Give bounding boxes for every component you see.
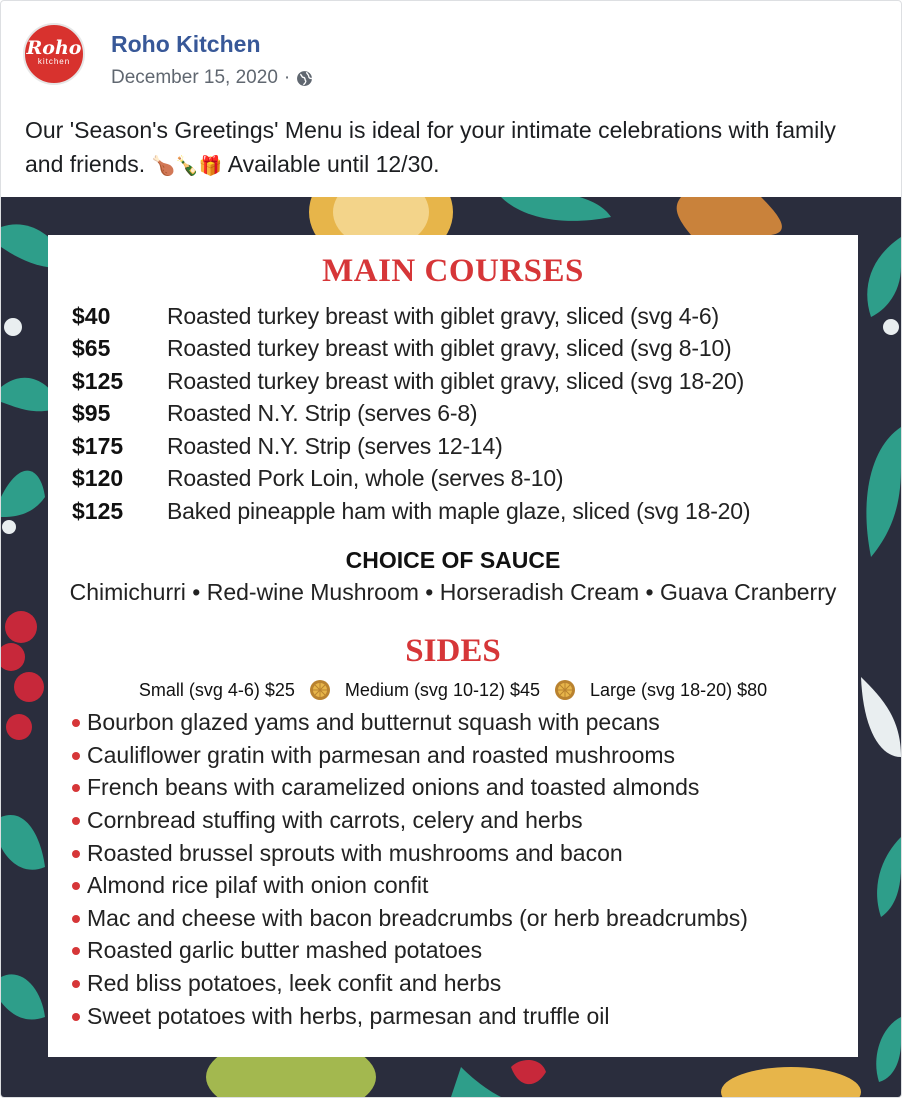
meta-separator: · [283, 67, 291, 88]
side-item [72, 937, 482, 964]
size-medium: Medium (svg 10-12) $45 [344, 679, 541, 700]
side-item-label: Cornbread stuffing with carrots, celery and herbs [87, 807, 583, 833]
course-price: $40 [72, 303, 111, 329]
post-date[interactable]: December 15, 2020 [111, 67, 278, 88]
bullet-icon [72, 752, 80, 760]
post-meta [111, 67, 313, 89]
side-item-label: Red bliss potatoes, leek confit and herbs [87, 970, 502, 996]
page-name-link[interactable]: Roho Kitchen [111, 31, 261, 57]
side-item [72, 872, 428, 899]
side-item [72, 742, 675, 769]
course-dish: Roasted turkey breast with giblet gravy, sliced (svg 4-6) [167, 303, 719, 329]
course-price: $95 [72, 400, 111, 426]
course-price: $125 [72, 498, 124, 524]
side-item-label: Almond rice pilaf with onion confit [87, 872, 429, 898]
side-item-label: Roasted garlic butter mashed potatoes [87, 937, 483, 963]
avatar-logo-text: Roho [26, 37, 82, 59]
course-dish: Roasted turkey breast with giblet gravy, sliced (svg 8-10) [167, 335, 732, 361]
course-dish: Roasted N.Y. Strip (serves 6-8) [167, 400, 478, 426]
course-dish: Baked pineapple ham with maple glaze, sliced (svg 18-20) [167, 498, 751, 524]
orange-slice-icon [554, 679, 576, 701]
bullet-icon [72, 882, 80, 890]
bullet-icon [72, 850, 80, 858]
side-item-label: Bourbon glazed yams and butternut squash with pecans [87, 709, 660, 735]
course-dish: Roasted turkey breast with giblet gravy, sliced (svg 18-20) [167, 368, 745, 394]
bullet-icon [72, 719, 80, 727]
bullet-icon [72, 1013, 80, 1021]
bullet-icon [72, 915, 80, 923]
course-price: $175 [72, 433, 124, 459]
side-item-label: Sweet potatoes with herbs, parmesan and truffle oil [87, 1003, 610, 1029]
size-small: Small (svg 4-6) $25 [138, 679, 295, 700]
side-item [72, 1003, 610, 1030]
caption-text: Our 'Season's Greetings' Menu is ideal for your intimate celebrations with family and friends. [25, 117, 836, 177]
bullet-icon [72, 947, 80, 955]
sauce-list: Chimichurri • Red-wine Mushroom • Horseradish Cream • Guava Cranberry [69, 579, 837, 605]
size-large: Large (svg 18-20) $80 [590, 679, 768, 700]
post-caption [25, 113, 875, 183]
orange-slice-icon [309, 679, 331, 701]
globe-icon[interactable] [296, 70, 313, 87]
course-price: $125 [72, 368, 124, 394]
side-item-label: French beans with caramelized onions and toasted almonds [87, 774, 700, 800]
side-item [72, 905, 748, 932]
side-item-label: Mac and cheese with bacon breadcrumbs (or herb breadcrumbs) [87, 905, 748, 931]
caption-emojis: 🍗🍾🎁 [151, 155, 223, 177]
bullet-icon [72, 980, 80, 988]
avatar-logo-subtext: kitchen [37, 57, 71, 66]
course-dish: Roasted N.Y. Strip (serves 12-14) [167, 433, 503, 459]
side-item-label: Roasted brussel sprouts with mushrooms and bacon [87, 840, 623, 866]
bullet-icon [72, 817, 80, 825]
side-item-label: Cauliflower gratin with parmesan and roasted mushrooms [87, 742, 676, 768]
course-dish: Roasted Pork Loin, whole (serves 8-10) [167, 465, 564, 491]
side-sizes [48, 679, 858, 701]
course-price: $120 [72, 465, 124, 491]
bullet-icon [72, 784, 80, 792]
avatar[interactable] [23, 23, 85, 85]
sides-heading: SIDES [405, 633, 501, 669]
side-item [72, 970, 501, 997]
side-item [72, 807, 583, 834]
menu-panel [48, 235, 858, 1057]
main-courses-heading: MAIN COURSES [322, 253, 584, 289]
side-item [72, 709, 660, 736]
side-item [72, 840, 623, 867]
caption-availability: Available until 12/30. [227, 151, 440, 177]
menu-image[interactable] [1, 197, 901, 1097]
course-price: $65 [72, 335, 111, 361]
sauce-heading: CHOICE OF SAUCE [345, 547, 561, 573]
side-item [72, 774, 699, 801]
